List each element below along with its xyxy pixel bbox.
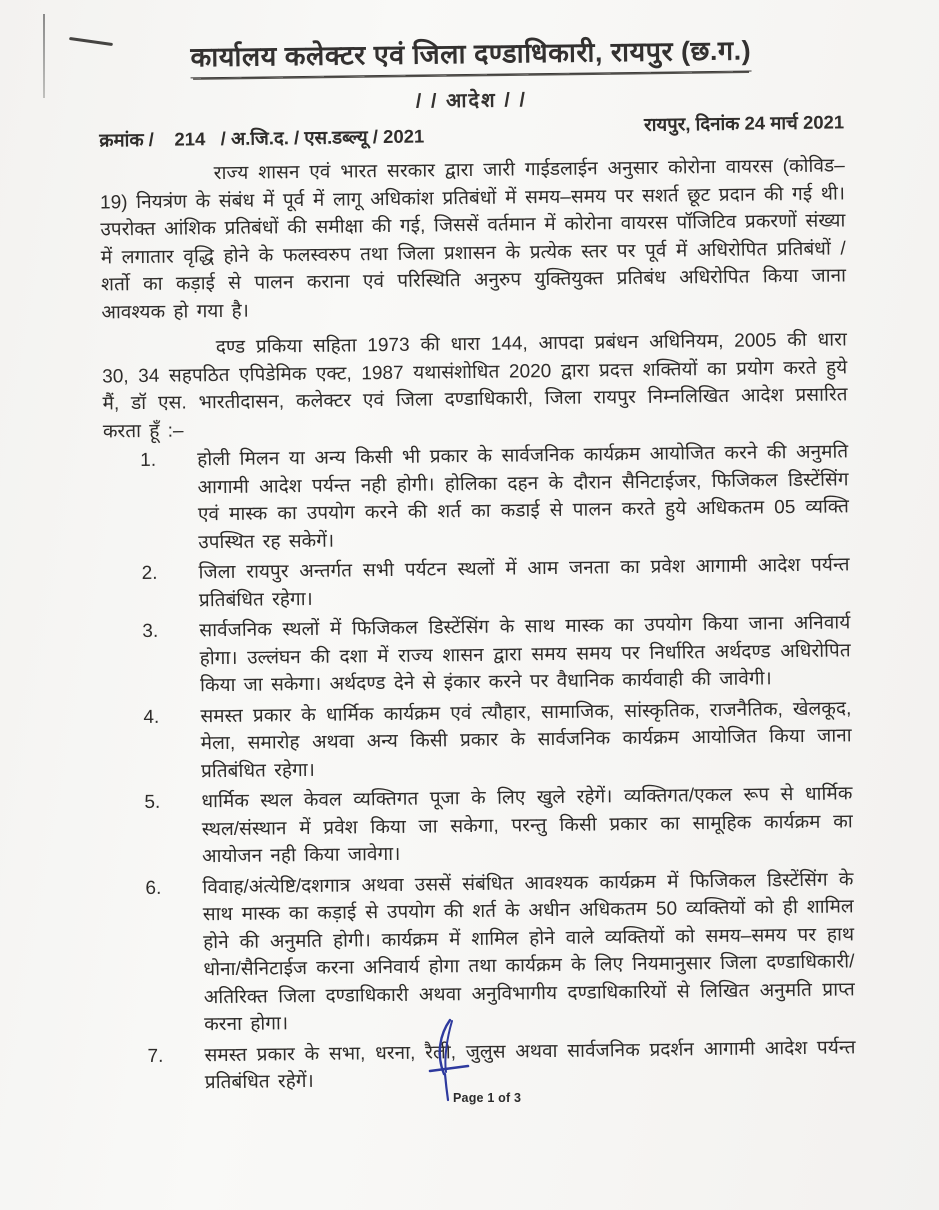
order-item-number: 2. (141, 562, 158, 585)
order-item-text: जिला रायपुर अन्तर्गत सभी पर्यटन स्थलों में आम जनता का प्रवेश आगामी आदेश पर्यन्त प्रतिबंधित रहेगा। (198, 554, 850, 611)
order-item-text: विवाह/अंत्येष्टि/दशगात्र अथवा उससें संबंधित आवश्यक कार्यक्रम में फिजिकल डिस्टेंसिंग के साथ मास्क का कड़ाई से उपयोग की शर्त के अधीन अधिकतम 50 व्यक्तियों को ही शामिल होने की अनुमति होगी। कार्यक्रम में शामिल होने वाले व्यक्तियों को समय–समय पर हाथ धोना/सैनिटाईज करना अनिवार्य होगा तथा कार्यक्रम के लिए नियमानुसार जिला दण्डाधिकारी/ अतिरिक्त जिला दण्डाधिकारी अथवा अनुविभागीय दण्डाधिकारियों से लिखित अनुमति प्राप्त करना होगा। (202, 868, 855, 1036)
order-item-number: 3. (142, 620, 159, 643)
order-item-number: 5. (144, 791, 161, 813)
order-item-number: 1. (140, 449, 157, 472)
order-list (103, 438, 856, 1098)
order-item-text: सार्वजनिक स्थलों में फिजिकल डिस्टेंसिंग के साथ मास्क का उपयोग किया जाना अनिवार्य होगा। उल्लंघन की दशा में राज्य शासन द्वारा समय समय पर निर्धारित अर्थदण्ड अधिरोपित किया जा सकेगा। अर्थदण्ड देने से इंकार करने पर वैधानिक कार्यवाही की जावेगी। (199, 612, 851, 697)
order-item-text: समस्त प्रकार के धार्मिक कार्यक्रम एवं त्यौहार, सामाजिक, सांस्कृतिक, राजनैतिक, खेलकूद, मेला, समारोह अथवा अन्य किसी प्रकार के सार्वजनिक कार्यक्रम आयोजित किया जाना प्रतिबंधित रहेगा। (200, 697, 852, 782)
document-title (98, 29, 843, 79)
page-number-label: Page 1 of 3 (453, 1091, 522, 1105)
order-item-4 (143, 695, 852, 786)
order-item-3 (142, 609, 851, 700)
order-item-text: समस्त प्रकार के सभा, धरना, रैली, जुलुस अथवा सार्वजनिक प्रदर्शन आगामी आदेश पर्यन्त प्रतिबंधित रहेगें। (204, 1036, 856, 1094)
order-item-2 (141, 551, 850, 615)
order-item-number: 6. (145, 877, 162, 899)
intro-paragraph-1: राज्य शासन एवं भारत सरकार द्वारा जारी गाईडलाईन अनुसार कोरोना वायरस (कोविड–19) नियत्रंण के संबंध में पूर्व में लागू अधिकांश प्रतिबंधों में समय–समय पर सशर्त छूट प्रदान की गई थी। उपरोक्त आंशिक प्रतिबंधों की समीक्षा की गई, जिससें वर्तमान में कोरोना वायरस पॉजिटिव प्रकरणों संख्या में लगातार वृद्धि होने के फलस्वरुप तथा जिला प्रशासन के प्रत्येक स्तर पर पूर्व में अधिरोपित प्रतिबंधों / शर्तो का कड़ाई से पालन कराना एवं परिस्थिति अनुरुप युक्तियुक्त प्रतिबंध अधिरोपित किया जाना आवश्यक हो गया है। (99, 155, 847, 323)
order-item-5 (144, 780, 853, 871)
document-title-text: कार्यालय कलेक्टर एवं जिला दण्डाधिकारी, रायपुर (छ.ग.) (190, 31, 751, 79)
order-heading: / / आदेश / / (415, 89, 528, 113)
order-item-number: 4. (143, 706, 160, 728)
place-and-date: रायपुर, दिनांक 24 मार्च 2021 (643, 111, 845, 135)
order-item-number: 7. (147, 1045, 164, 1067)
reference-row (99, 111, 845, 152)
order-item-6 (145, 866, 855, 1040)
reference-number: क्रमांक / 214 / अ.जि.द. / एस.डब्ल्यू / 2021 (99, 125, 425, 151)
order-item-text: धार्मिक स्थल केवल व्यक्तिगत पूजा के लिए खुले रहेगें। व्यक्तिगत/एकल रूप से धार्मिक स्थल/संस्थान में प्रवेश किया जा सकेगा, परन्तु किसी प्रकार का सामूहिक कार्यक्रम का आयोजन नही किया जावेगा। (201, 783, 853, 868)
order-item-text: होली मिलन या अन्य किसी भी प्रकार के सार्वजनिक कार्यक्रम आयोजित करने की अनुमति आगामी आदेश पर्यन्त नही होगी। होलिका दहन के दौरान सैनिटाईजर, फिजिकल डिस्टेंसिंग एवं मास्क का उपयोग करने की शर्त का कडाई से पालन करते हुये अधिकतम 05 व्यक्ति उपस्थित रह सकेगें। (197, 441, 849, 553)
intro-paragraph-2: दण्ड प्रकिया सहिता 1973 की धारा 144, आपदा प्रबंधन अधिनियम, 2005 की धारा 30, 34 सहपठित एपिडेमिक एक्ट, 1987 यथासंशोधित 2020 द्वारा प्रदत्त शक्तियों का प्रयोग करते हुये मैं, डॉ एस. भारतीदासन, कलेक्टर एवं जिला दण्डाधिकारी, जिला रायपुर निम्नलिखित आदेश प्रसारित करता हूँ :– (102, 329, 848, 442)
order-item-1 (140, 438, 849, 557)
order-item-7 (147, 1034, 856, 1098)
